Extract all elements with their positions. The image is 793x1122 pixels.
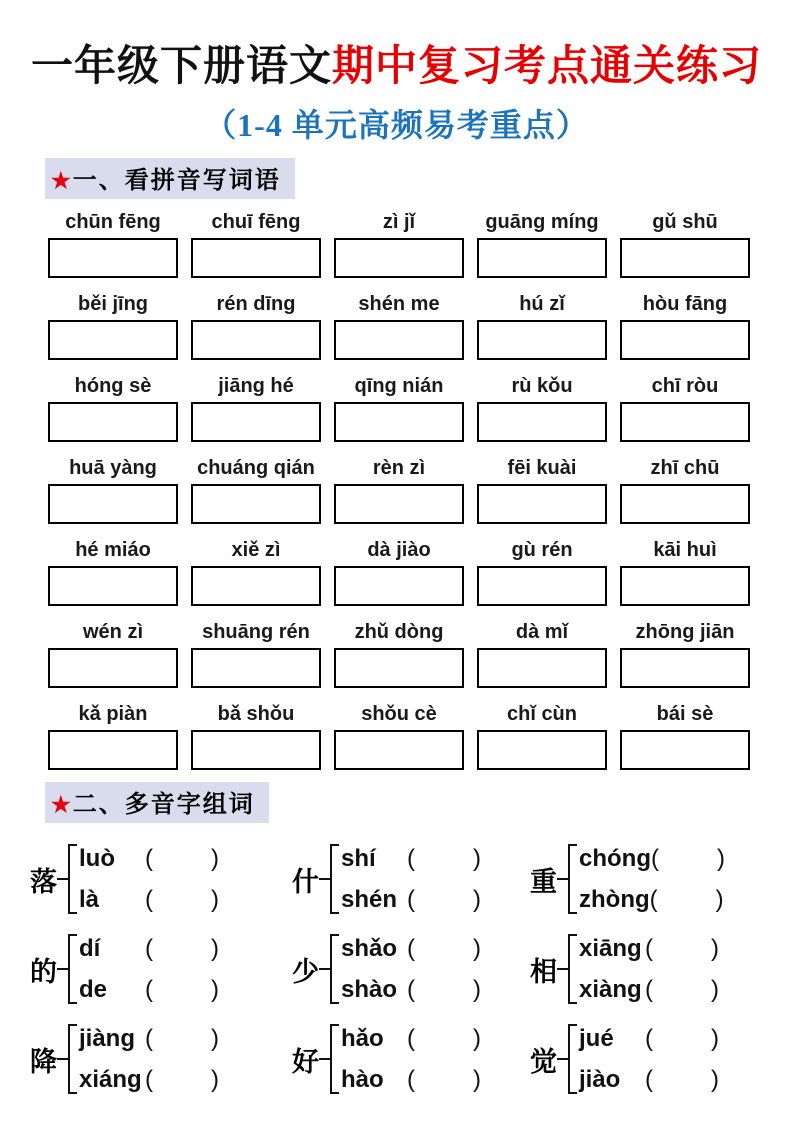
answer-box bbox=[191, 730, 321, 770]
pinyin-word-cell bbox=[620, 457, 750, 524]
pinyin-label: zhī chū bbox=[650, 457, 720, 480]
answer-box bbox=[191, 320, 321, 360]
pinyin-word-cell bbox=[334, 375, 464, 442]
reading-line bbox=[341, 881, 481, 918]
pinyin-label: gù rén bbox=[511, 539, 573, 562]
answer-box bbox=[191, 648, 321, 688]
reading-pinyin: luò bbox=[79, 844, 115, 872]
close-paren: ) bbox=[473, 1024, 481, 1052]
bracket-icon bbox=[68, 934, 77, 1004]
reading-line bbox=[579, 881, 725, 918]
polyphone-group bbox=[292, 1019, 530, 1099]
bracket-icon bbox=[330, 844, 339, 914]
connector-line bbox=[57, 1058, 68, 1060]
section-heading-label: 二、多音字组词 bbox=[72, 792, 255, 819]
pinyin-word-cell bbox=[620, 539, 750, 606]
answer-box bbox=[620, 730, 750, 770]
open-paren: ( bbox=[407, 934, 415, 962]
pinyin-word-cell bbox=[191, 375, 321, 442]
close-paren: ) bbox=[711, 1065, 719, 1093]
pinyin-label: huā yàng bbox=[69, 457, 157, 480]
pinyin-label: hé miáo bbox=[75, 539, 151, 562]
polyphone-character: 降 bbox=[30, 1046, 57, 1077]
close-paren: ) bbox=[711, 1024, 719, 1052]
answer-box bbox=[48, 238, 178, 278]
pinyin-word-cell bbox=[620, 211, 750, 278]
pinyin-label: dà mǐ bbox=[515, 621, 569, 644]
pinyin-label: qīng nián bbox=[354, 375, 444, 398]
answer-box bbox=[620, 402, 750, 442]
pinyin-word-cell bbox=[620, 703, 750, 770]
polyphone-group bbox=[30, 929, 292, 1009]
reading-pinyin: dí bbox=[79, 934, 101, 962]
close-paren: ) bbox=[473, 1065, 481, 1093]
answer-box bbox=[48, 730, 178, 770]
polyphone-group bbox=[530, 1019, 763, 1099]
close-paren: ) bbox=[211, 1024, 219, 1052]
open-paren: ( bbox=[145, 975, 153, 1003]
pinyin-word-cell bbox=[334, 293, 464, 360]
pinyin-label: chuáng qián bbox=[197, 457, 315, 480]
pinyin-word-cell bbox=[477, 621, 607, 688]
polyphone-character: 少 bbox=[292, 956, 319, 987]
pinyin-word-cell bbox=[477, 539, 607, 606]
pinyin-word-cell bbox=[48, 293, 178, 360]
open-paren: ( bbox=[145, 1065, 153, 1093]
pinyin-word-cell bbox=[191, 293, 321, 360]
bracket-icon bbox=[568, 844, 577, 914]
pinyin-label: zhōng jiān bbox=[635, 621, 735, 644]
close-paren: ) bbox=[211, 844, 219, 872]
reading-line bbox=[341, 1020, 481, 1057]
bracket-icon bbox=[330, 934, 339, 1004]
reading-line bbox=[79, 840, 219, 877]
section-heading-label: 一、看拼音写词语 bbox=[72, 168, 281, 195]
answer-box bbox=[334, 730, 464, 770]
polyphone-group bbox=[292, 929, 530, 1009]
pinyin-label: shuāng rén bbox=[202, 621, 310, 644]
reading-pinyin: jiào bbox=[579, 1065, 621, 1093]
pinyin-word-cell bbox=[191, 457, 321, 524]
pinyin-word-cell bbox=[334, 457, 464, 524]
reading-pinyin: shí bbox=[341, 844, 376, 872]
pinyin-label: hòu fāng bbox=[642, 293, 728, 316]
connector-line bbox=[57, 878, 68, 880]
answer-box bbox=[191, 566, 321, 606]
answer-box bbox=[477, 566, 607, 606]
pinyin-label: bái sè bbox=[656, 703, 714, 726]
reading-pinyin: de bbox=[79, 975, 108, 1003]
bracket-icon bbox=[68, 1024, 77, 1094]
polyphone-grid bbox=[30, 839, 770, 1099]
answer-box bbox=[620, 566, 750, 606]
pinyin-label: kǎ piàn bbox=[78, 703, 148, 726]
answer-box bbox=[48, 320, 178, 360]
readings-list bbox=[579, 929, 719, 1009]
pinyin-word-cell bbox=[191, 211, 321, 278]
close-paren: ) bbox=[211, 975, 219, 1003]
open-paren: ( bbox=[651, 844, 659, 872]
reading-pinyin: hào bbox=[341, 1065, 384, 1093]
pinyin-label: rèn zì bbox=[372, 457, 426, 480]
reading-line bbox=[79, 1061, 219, 1098]
readings-list bbox=[341, 1019, 481, 1099]
star-icon: ★ bbox=[51, 792, 71, 818]
open-paren: ( bbox=[407, 885, 415, 913]
reading-line bbox=[579, 1020, 719, 1057]
reading-line bbox=[341, 971, 481, 1008]
answer-box bbox=[620, 484, 750, 524]
close-paren: ) bbox=[211, 1065, 219, 1093]
pinyin-label: fēi kuài bbox=[507, 457, 577, 480]
pinyin-label: chūn fēng bbox=[65, 211, 161, 234]
open-paren: ( bbox=[407, 844, 415, 872]
pinyin-word-cell bbox=[334, 539, 464, 606]
reading-line bbox=[579, 840, 725, 877]
answer-box bbox=[620, 648, 750, 688]
section-heading-pinyin-words bbox=[45, 158, 295, 199]
open-paren: ( bbox=[645, 1024, 653, 1052]
pinyin-word-cell bbox=[477, 211, 607, 278]
section-heading-polyphones bbox=[45, 782, 269, 823]
answer-box bbox=[620, 320, 750, 360]
reading-pinyin: xiàng bbox=[579, 975, 642, 1003]
reading-pinyin: hǎo bbox=[341, 1024, 384, 1052]
pinyin-word-cell bbox=[620, 621, 750, 688]
open-paren: ( bbox=[645, 934, 653, 962]
polyphone-character: 好 bbox=[292, 1046, 319, 1077]
reading-pinyin: jué bbox=[579, 1024, 614, 1052]
pinyin-word-cell bbox=[477, 457, 607, 524]
polyphone-character: 相 bbox=[530, 956, 557, 987]
reading-pinyin: xiáng bbox=[79, 1065, 142, 1093]
pinyin-word-cell bbox=[48, 703, 178, 770]
polyphone-group bbox=[530, 839, 763, 919]
connector-line bbox=[57, 968, 68, 970]
pinyin-label: chī ròu bbox=[651, 375, 719, 398]
reading-pinyin: là bbox=[79, 885, 100, 913]
reading-pinyin: xiāng bbox=[579, 934, 642, 962]
reading-pinyin: jiàng bbox=[79, 1024, 136, 1052]
star-icon: ★ bbox=[51, 168, 71, 194]
polyphone-group bbox=[292, 839, 530, 919]
polyphone-character: 什 bbox=[292, 866, 319, 897]
pinyin-word-cell bbox=[191, 539, 321, 606]
pinyin-label: kāi huì bbox=[653, 539, 717, 562]
answer-box bbox=[477, 238, 607, 278]
pinyin-word-cell bbox=[477, 703, 607, 770]
reading-line bbox=[79, 971, 219, 1008]
pinyin-label: hú zǐ bbox=[519, 293, 565, 316]
readings-list bbox=[79, 929, 219, 1009]
page-subtitle: （1-4 单元高频易考重点） bbox=[204, 107, 589, 144]
title-red-part: 期中复习考点通关练习 bbox=[332, 44, 763, 90]
open-paren: ( bbox=[145, 885, 153, 913]
pinyin-word-cell bbox=[191, 621, 321, 688]
pinyin-label: rén dīng bbox=[216, 293, 296, 316]
reading-line bbox=[79, 930, 219, 967]
pinyin-word-cell bbox=[620, 375, 750, 442]
bracket-icon bbox=[568, 1024, 577, 1094]
answer-box bbox=[191, 402, 321, 442]
pinyin-label: wén zì bbox=[82, 621, 143, 644]
polyphone-character: 落 bbox=[30, 866, 57, 897]
close-paren: ) bbox=[473, 885, 481, 913]
connector-line bbox=[319, 878, 330, 880]
close-paren: ) bbox=[711, 975, 719, 1003]
polyphone-group bbox=[30, 839, 292, 919]
reading-pinyin: shǎo bbox=[341, 934, 398, 962]
pinyin-word-cell bbox=[334, 211, 464, 278]
pinyin-label: xiě zì bbox=[231, 539, 281, 562]
pinyin-label: zì jǐ bbox=[382, 211, 416, 234]
pinyin-word-cell bbox=[334, 621, 464, 688]
close-paren: ) bbox=[473, 975, 481, 1003]
reading-line bbox=[341, 840, 481, 877]
pinyin-word-cell bbox=[48, 621, 178, 688]
pinyin-word-cell bbox=[477, 375, 607, 442]
reading-line bbox=[341, 930, 481, 967]
connector-line bbox=[319, 1058, 330, 1060]
polyphone-group bbox=[30, 1019, 292, 1099]
close-paren: ) bbox=[715, 885, 724, 913]
open-paren: ( bbox=[407, 1065, 415, 1093]
pinyin-label: chǐ cùn bbox=[506, 703, 577, 726]
readings-list bbox=[341, 929, 481, 1009]
polyphone-group bbox=[530, 929, 763, 1009]
connector-line bbox=[319, 968, 330, 970]
reading-pinyin: zhòng bbox=[579, 885, 650, 913]
open-paren: ( bbox=[145, 844, 153, 872]
answer-box bbox=[334, 402, 464, 442]
answer-box bbox=[191, 238, 321, 278]
reading-line bbox=[579, 1061, 719, 1098]
pinyin-label: bǎ shǒu bbox=[217, 703, 295, 726]
answer-box bbox=[477, 484, 607, 524]
bracket-icon bbox=[330, 1024, 339, 1094]
close-paren: ) bbox=[717, 844, 725, 872]
readings-list bbox=[579, 839, 725, 919]
pinyin-label: dà jiào bbox=[367, 539, 431, 562]
pinyin-label: shǒu cè bbox=[361, 703, 437, 726]
connector-line bbox=[557, 1058, 568, 1060]
open-paren: ( bbox=[145, 1024, 153, 1052]
open-paren: ( bbox=[407, 1024, 415, 1052]
answer-box bbox=[334, 566, 464, 606]
pinyin-word-cell bbox=[191, 703, 321, 770]
readings-list bbox=[341, 839, 481, 919]
title-black-part: 一年级下册语文 bbox=[30, 44, 332, 90]
open-paren: ( bbox=[645, 1065, 653, 1093]
polyphone-character: 觉 bbox=[530, 1046, 557, 1077]
reading-pinyin: chóng bbox=[579, 844, 651, 872]
pinyin-word-cell bbox=[48, 375, 178, 442]
answer-box bbox=[334, 320, 464, 360]
pinyin-word-cell bbox=[477, 293, 607, 360]
close-paren: ) bbox=[473, 934, 481, 962]
pinyin-word-grid bbox=[48, 211, 750, 770]
close-paren: ) bbox=[211, 885, 219, 913]
pinyin-word-cell bbox=[48, 457, 178, 524]
pinyin-word-cell bbox=[48, 539, 178, 606]
pinyin-label: gǔ shū bbox=[652, 211, 718, 234]
close-paren: ) bbox=[473, 844, 481, 872]
reading-line bbox=[79, 1020, 219, 1057]
close-paren: ) bbox=[211, 934, 219, 962]
answer-box bbox=[48, 484, 178, 524]
readings-list bbox=[79, 1019, 219, 1099]
readings-list bbox=[579, 1019, 719, 1099]
reading-line bbox=[341, 1061, 481, 1098]
answer-box bbox=[477, 402, 607, 442]
pinyin-word-cell bbox=[48, 211, 178, 278]
close-paren: ) bbox=[711, 934, 719, 962]
bracket-icon bbox=[568, 934, 577, 1004]
answer-box bbox=[191, 484, 321, 524]
pinyin-label: rù kǒu bbox=[511, 375, 573, 398]
pinyin-label: jiāng hé bbox=[218, 375, 294, 398]
answer-box bbox=[48, 648, 178, 688]
answer-box bbox=[334, 484, 464, 524]
connector-line bbox=[557, 878, 568, 880]
pinyin-word-cell bbox=[620, 293, 750, 360]
answer-box bbox=[48, 566, 178, 606]
answer-box bbox=[48, 402, 178, 442]
readings-list bbox=[79, 839, 219, 919]
pinyin-word-cell bbox=[334, 703, 464, 770]
open-paren: ( bbox=[649, 885, 658, 913]
pinyin-label: chuī fēng bbox=[211, 211, 301, 234]
pinyin-label: shén me bbox=[358, 293, 440, 316]
open-paren: ( bbox=[145, 934, 153, 962]
answer-box bbox=[477, 320, 607, 360]
answer-box bbox=[334, 648, 464, 688]
pinyin-label: hóng sè bbox=[74, 375, 152, 398]
polyphone-character: 的 bbox=[30, 956, 57, 987]
page-title bbox=[0, 0, 793, 90]
reading-pinyin: shén bbox=[341, 885, 398, 913]
reading-pinyin: shào bbox=[341, 975, 398, 1003]
pinyin-label: zhǔ dòng bbox=[354, 621, 444, 644]
pinyin-label: guāng míng bbox=[485, 211, 599, 234]
answer-box bbox=[334, 238, 464, 278]
pinyin-label: běi jīng bbox=[78, 293, 148, 316]
reading-line bbox=[579, 971, 719, 1008]
answer-box bbox=[477, 648, 607, 688]
polyphone-character: 重 bbox=[530, 866, 557, 897]
connector-line bbox=[557, 968, 568, 970]
answer-box bbox=[477, 730, 607, 770]
open-paren: ( bbox=[645, 975, 653, 1003]
bracket-icon bbox=[68, 844, 77, 914]
open-paren: ( bbox=[407, 975, 415, 1003]
reading-line bbox=[79, 881, 219, 918]
answer-box bbox=[620, 238, 750, 278]
reading-line bbox=[579, 930, 719, 967]
